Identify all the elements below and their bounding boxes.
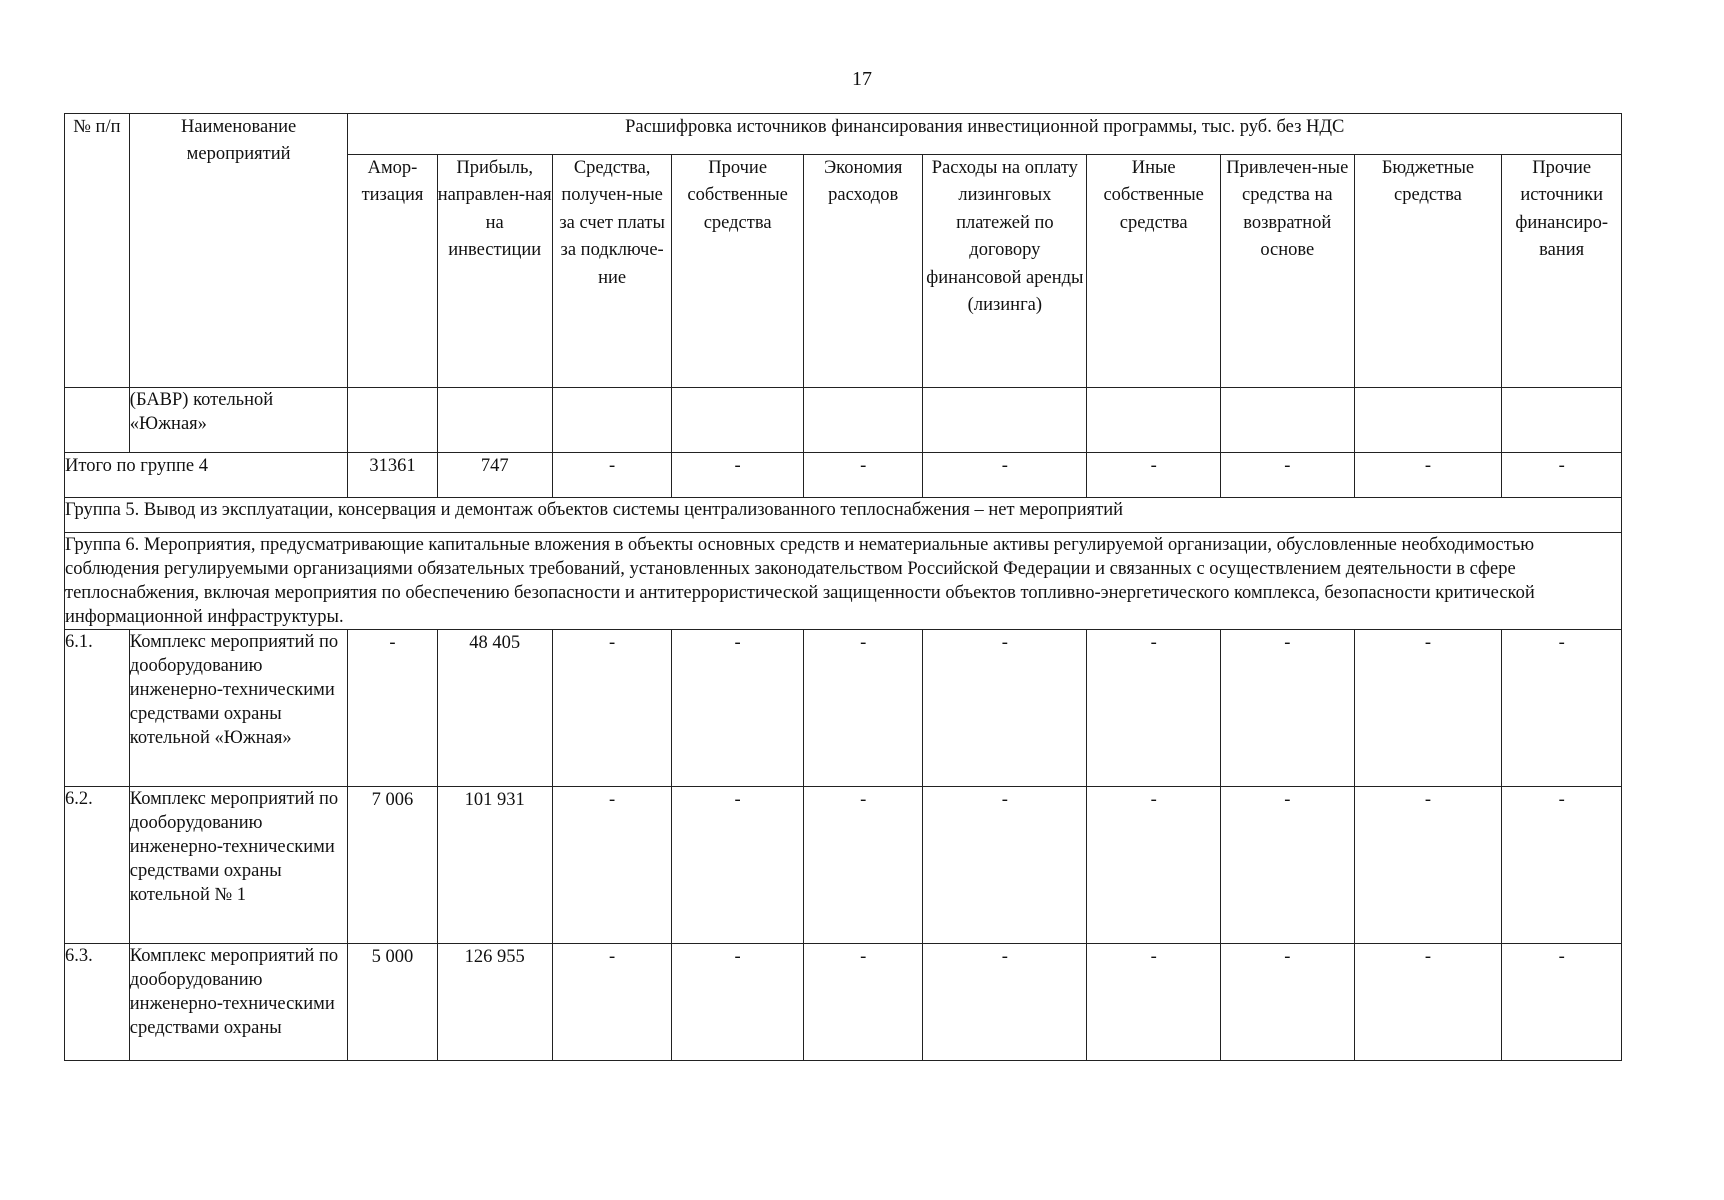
row-value: -	[1502, 630, 1622, 787]
row-value: -	[923, 787, 1087, 944]
group-5-heading: Группа 5. Вывод из эксплуатации, консервация и демонтаж объектов системы централизованного теплоснабжения – нет мероприятий	[65, 498, 1622, 533]
row-value: -	[552, 787, 671, 944]
row-num: 6.2.	[65, 787, 130, 944]
row-value: 5 000	[348, 944, 437, 1061]
header-source: Привлечен-ные средства на возвратной основе	[1220, 155, 1354, 388]
row-value: -	[923, 944, 1087, 1061]
row-value: -	[672, 630, 804, 787]
row-value: -	[1502, 787, 1622, 944]
total-value: 747	[437, 453, 552, 498]
table-row	[65, 388, 1622, 453]
total-value: -	[1087, 453, 1221, 498]
row-num: 6.3.	[65, 944, 130, 1061]
row-name: (БАВР) котельной «Южная»	[129, 388, 348, 453]
total-row	[65, 453, 1622, 498]
row-value: -	[1220, 944, 1354, 1061]
header-source: Экономия расходов	[803, 155, 922, 388]
financing-table	[64, 113, 1622, 1061]
row-value: -	[1087, 630, 1221, 787]
header-source: Амор-тизация	[348, 155, 437, 388]
row-name: Комплекс мероприятий по дооборудованию инженерно-техническими средствами охраны котельной «Южная»	[129, 630, 348, 787]
total-value: -	[803, 453, 922, 498]
total-value: -	[672, 453, 804, 498]
header-source: Средства, получен-ные за счет платы за подключе-ние	[552, 155, 671, 388]
header-source: Бюджетные средства	[1354, 155, 1502, 388]
row-value: -	[1354, 944, 1502, 1061]
table-row	[65, 944, 1622, 1061]
row-value: -	[672, 787, 804, 944]
row-value: -	[1220, 787, 1354, 944]
header-sources-title: Расшифровка источников финансирования инвестиционной программы, тыс. руб. без НДС	[348, 114, 1622, 155]
total-value: -	[1502, 453, 1622, 498]
table-row	[65, 630, 1622, 787]
row-value: -	[552, 944, 671, 1061]
row-value: -	[552, 630, 671, 787]
row-value: -	[803, 944, 922, 1061]
row-value: -	[1354, 787, 1502, 944]
total-label: Итого по группе 4	[65, 453, 348, 498]
total-value: 31361	[348, 453, 437, 498]
row-value: -	[348, 630, 437, 787]
row-value: -	[923, 630, 1087, 787]
row-value: -	[1502, 944, 1622, 1061]
header-source: Прибыль, направлен-ная на инвестиции	[437, 155, 552, 388]
row-value: 101 931	[437, 787, 552, 944]
row-value: -	[1087, 944, 1221, 1061]
row-value: -	[1220, 630, 1354, 787]
row-num	[65, 388, 130, 453]
total-value: -	[923, 453, 1087, 498]
group-6-heading: Группа 6. Мероприятия, предусматривающие капитальные вложения в объекты основных средств и нематериальные активы регулируемой организации, обусловленные необходимостью соблюдения регулируемыми организациями обязательных требований, установленных законодательством Российской Федерации и связанных с осуществлением деятельности в сфере теплоснабжения, включая мероприятия по обеспечению безопасности и антитеррористической защищенности объектов топливно-энергетического комплекса, безопасности критической информационной инфраструктуры.	[65, 533, 1622, 630]
row-value: -	[672, 944, 804, 1061]
row-value: 126 955	[437, 944, 552, 1061]
row-value: -	[803, 630, 922, 787]
header-row	[65, 114, 1622, 155]
header-source: Прочие источники финансиро-вания	[1502, 155, 1622, 388]
row-name: Комплекс мероприятий по дооборудованию инженерно-техническими средствами охраны котельной № 1	[129, 787, 348, 944]
header-source: Прочие собственные средства	[672, 155, 804, 388]
row-value: -	[1087, 787, 1221, 944]
header-num: № п/п	[65, 114, 130, 388]
row-num: 6.1.	[65, 630, 130, 787]
page-number: 17	[852, 68, 872, 90]
total-value: -	[1220, 453, 1354, 498]
row-name: Комплекс мероприятий по дооборудованию инженерно-техническими средствами охраны	[129, 944, 348, 1061]
row-value: 7 006	[348, 787, 437, 944]
header-name: Наименование мероприятий	[129, 114, 348, 388]
row-value: -	[1354, 630, 1502, 787]
total-value: -	[1354, 453, 1502, 498]
header-source: Иные собственные средства	[1087, 155, 1221, 388]
row-value: 48 405	[437, 630, 552, 787]
group-row	[65, 533, 1622, 630]
total-value: -	[552, 453, 671, 498]
table-row	[65, 787, 1622, 944]
header-source: Расходы на оплату лизинговых платежей по договору финансовой аренды (лизинга)	[923, 155, 1087, 388]
row-value: -	[803, 787, 922, 944]
group-row	[65, 498, 1622, 533]
